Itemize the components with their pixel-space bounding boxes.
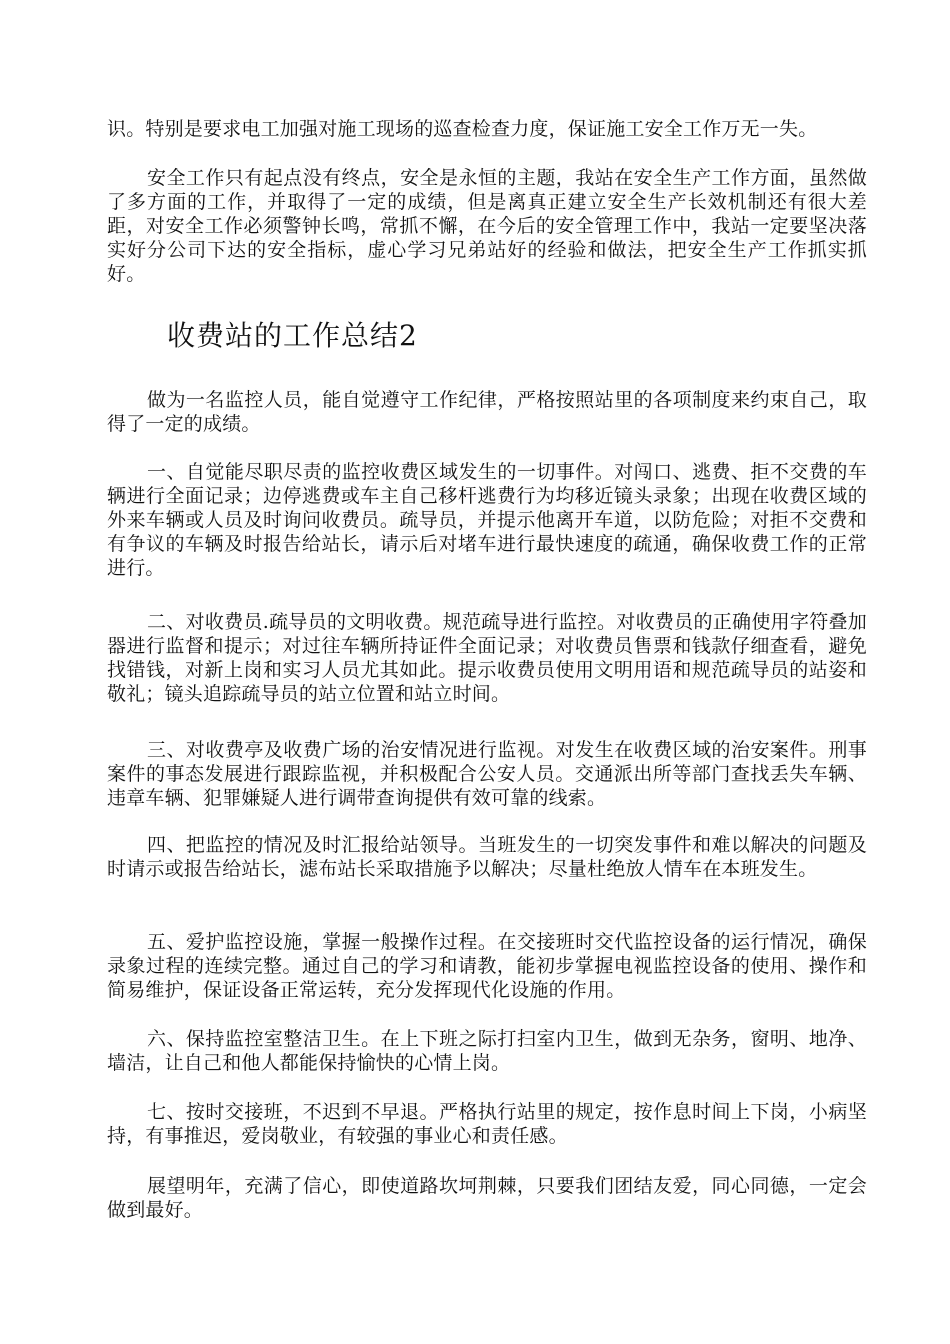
paragraph-item-3: 三、对收费亭及收费广场的治安情况进行监视。对发生在收费区域的治安案件。刑事案件的事态发展进行跟踪监视，并积极配合公安人员。交通派出所等部门查找丢失车辆、违章车辆、犯罪嫌疑人进行调带查询提供有效可靠的线索。: [107, 739, 867, 809]
paragraph-item-6: 六、保持监控室整洁卫生。在上下班之际打扫室内卫生，做到无杂务，窗明、地净、墙洁，让自己和他人都能保持愉快的心情上岗。: [107, 1028, 867, 1074]
paragraph-item-2: 二、对收费员.疏导员的文明收费。规范疏导进行监控。对收费员的正确使用字符叠加器进行监督和提示；对过往车辆所持证件全面记录；对收费员售票和钱款仔细查看，避免找错钱，对新上岗和实习人员尤其如此。提示收费员使用文明用语和规范疏导员的站姿和敬礼；镜头追踪疏导员的站立位置和站立时间。: [107, 611, 867, 705]
paragraph-continuation: 识。特别是要求电工加强对施工现场的巡查检查力度，保证施工安全工作万无一失。: [107, 118, 818, 140]
paragraph-item-1: 一、自觉能尽职尽责的监控收费区域发生的一切事件。对闯口、逃费、拒不交费的车辆进行全面记录；边停逃费或车主自己移杆逃费行为均移近镜头录象；出现在收费区域的外来车辆或人员及时询问收费员。疏导员，并提示他离开车道，以防危险；对拒不交费和有争议的车辆及时报告给站长，请示后对堵车进行最快速度的疏通，确保收费工作的正常进行。: [107, 461, 867, 579]
paragraph-intro: 做为一名监控人员，能自觉遵守工作纪律，严格按照站里的各项制度来约束自己，取得了一定的成绩。: [107, 389, 867, 435]
paragraph-item-7: 七、按时交接班，不迟到不早退。严格执行站里的规定，按作息时间上下岗，小病坚持，有事推迟，爱岗敬业，有较强的事业心和责任感。: [107, 1101, 867, 1147]
paragraph-item-5: 五、爱护监控设施，掌握一般操作过程。在交接班时交代监控设备的运行情况，确保录象过程的连续完整。通过自己的学习和请教，能初步掌握电视监控设备的使用、操作和简易维护，保证设备正常运转，充分发挥现代化设施的作用。: [107, 931, 867, 1001]
section-title: 收费站的工作总结2: [167, 319, 418, 352]
paragraph-safety-summary: 安全工作只有起点没有终点，安全是永恒的主题，我站在安全生产工作方面，虽然做了多方面的工作，并取得了一定的成绩，但是离真正建立安全生产长效机制还有很大差距，对安全工作必须警钟长鸣，常抓不懈，在今后的安全管理工作中，我站一定要坚决落实好分公司下达的安全指标，虚心学习兄弟站好的经验和做法，把安全生产工作抓实抓好。: [107, 167, 867, 285]
paragraph-item-4: 四、把监控的情况及时汇报给站领导。当班发生的一切突发事件和难以解决的问题及时请示或报告给站长，滤布站长采取措施予以解决；尽量杜绝放人情车在本班发生。: [107, 834, 867, 880]
paragraph-outlook: 展望明年，充满了信心，即使道路坎坷荆棘，只要我们团结友爱，同心同德，一定会做到最好。: [107, 1175, 867, 1221]
